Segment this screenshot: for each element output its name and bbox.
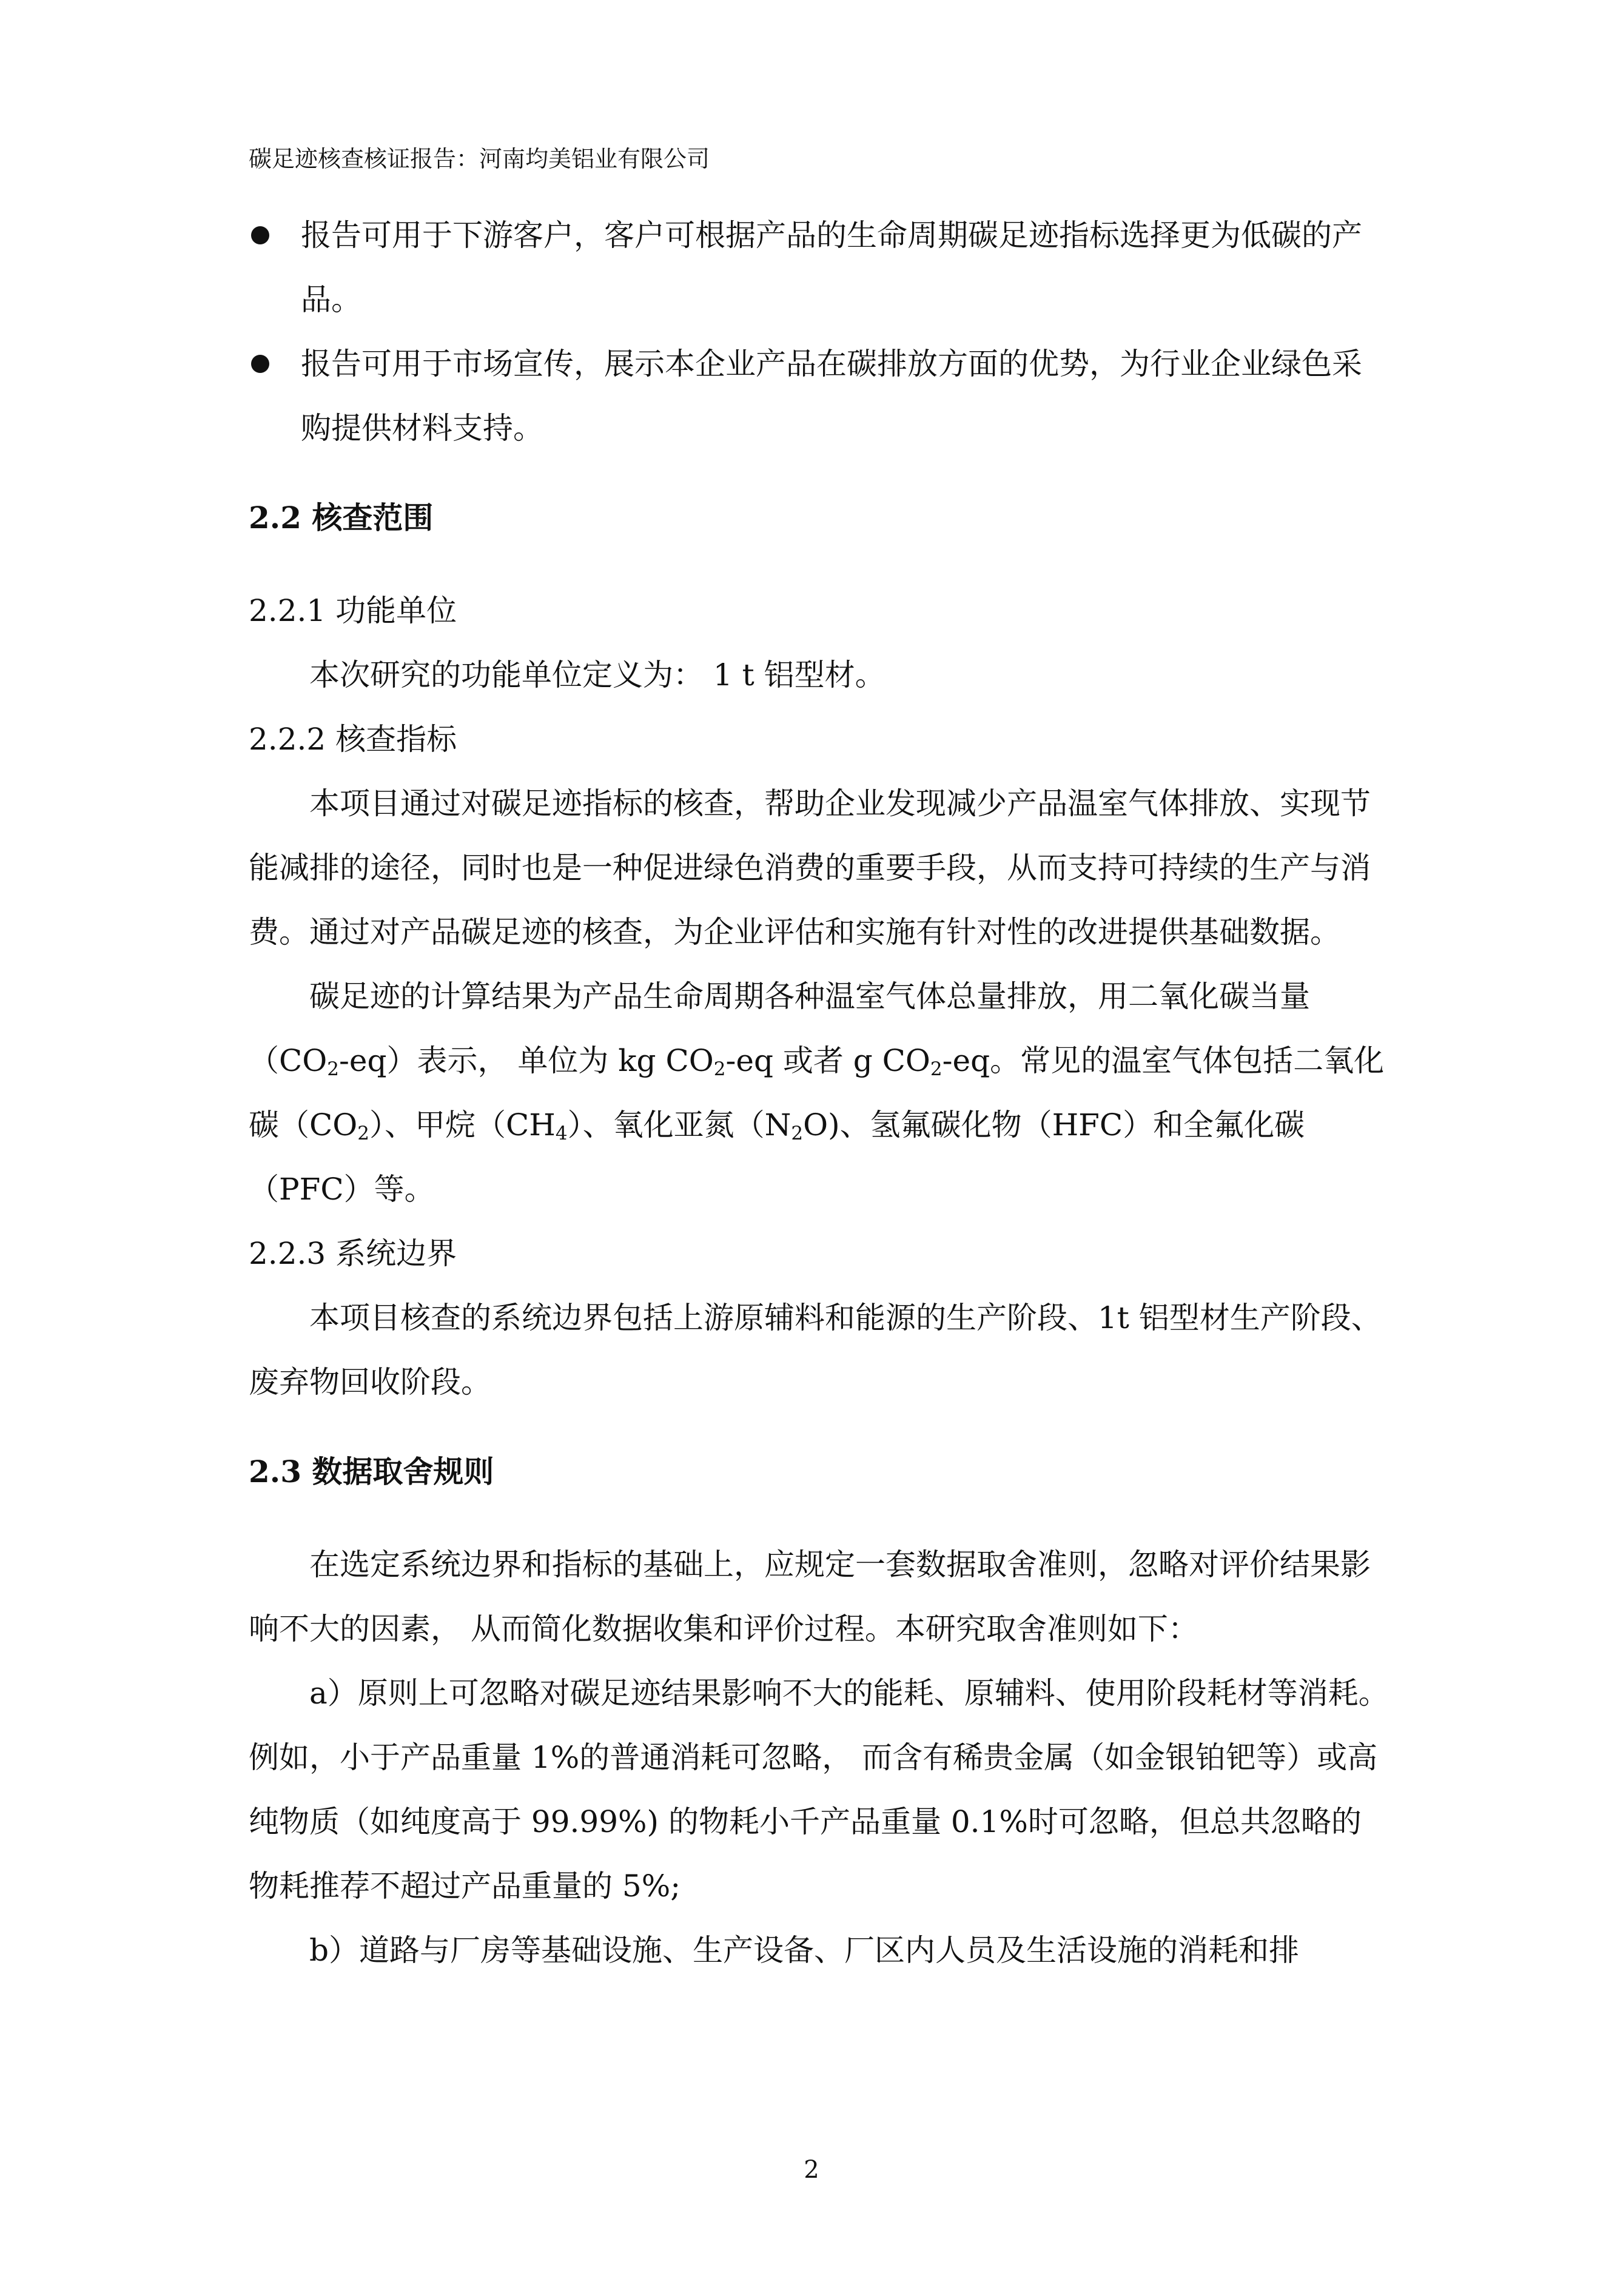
paragraph-cutoff-a: a）原则上可忽略对碳足迹结果影响不大的能耗、原辅料、使用阶段耗材等消耗。例如，小于产品重量 1%的普通消耗可忽略， 而含有稀贵金属（如金银铂钯等）或高纯物质（如纯度高于 99.99%) 的物耗小千产品重量 0.1%时可忽略，但总共忽略的物耗推荐不超过产品重量的 5%;	[249, 1676, 1389, 1904]
subsection-heading-2-2-3: 2.2.3 系统边界	[249, 1236, 457, 1271]
paragraph-indicator-1: 本项目通过对碳足迹指标的核查，帮助企业发现减少产品温室气体排放、实现节能减排的途径，同时也是一种促进绿色消费的重要手段，从而支持可持续的生产与消费。通过对产品碳足迹的核查，为企业评估和实施有针对性的改进提供基础数据。	[249, 786, 1371, 950]
bullet-item	[249, 332, 1389, 460]
bullet-dot-icon	[251, 355, 269, 373]
bullet-text: 报告可用于市场宣传，展示本企业产品在碳排放方面的优势，为行业企业绿色采购提供材料支持。	[301, 346, 1362, 446]
paragraph-cutoff-intro: 在选定系统边界和指标的基础上，应规定一套数据取舍准则，忽略对评价结果影响不大的因素， 从而简化数据收集和评价过程。本研究取舍准则如下：	[249, 1547, 1371, 1646]
paragraph-cutoff-b: b）道路与厂房等基础设施、生产设备、厂区内人员及生活设施的消耗和排	[309, 1933, 1300, 1968]
bullet-dot-icon	[251, 226, 269, 244]
page-number: 2	[804, 2156, 819, 2184]
section-heading-2-3: 2.3 数据取舍规则	[249, 1454, 494, 1489]
page-content	[249, 203, 1389, 1982]
subsection-heading-2-2-2: 2.2.2 核查指标	[249, 722, 457, 757]
running-header: 碳足迹核查核证报告：河南均美铝业有限公司	[249, 146, 710, 172]
bullet-item	[249, 203, 1389, 332]
paragraph-indicator-2: 碳足迹的计算结果为产品生命周期各种温室气体总量排放，用二氧化碳当量$(CO_2-eq)$表示， 单位为 kg $CO_2-eq$ 或者 g $CO_2-eq$。常见的温室气体包括二氧化碳$(CO_2)$、甲烷$(CH_4)$、氧化亚氮$(N_2O)$、氢氟碳化物（HFC）和全氟化碳（PFC）等。	[249, 979, 1385, 1207]
section-heading-2-2: 2.2 核查范围	[249, 500, 434, 535]
paragraph-system-boundary: 本项目核查的系统边界包括上游原辅料和能源的生产阶段、1t 铝型材生产阶段、废弃物回收阶段。	[249, 1300, 1382, 1400]
bullet-text: 报告可用于下游客户，客户可根据产品的生命周期碳足迹指标选择更为低碳的产品。	[301, 218, 1362, 317]
subsection-heading-2-2-1: 2.2.1 功能单位	[249, 593, 457, 628]
paragraph-functional-unit: 本次研究的功能单位定义为： 1 t 铝型材。	[309, 657, 885, 693]
